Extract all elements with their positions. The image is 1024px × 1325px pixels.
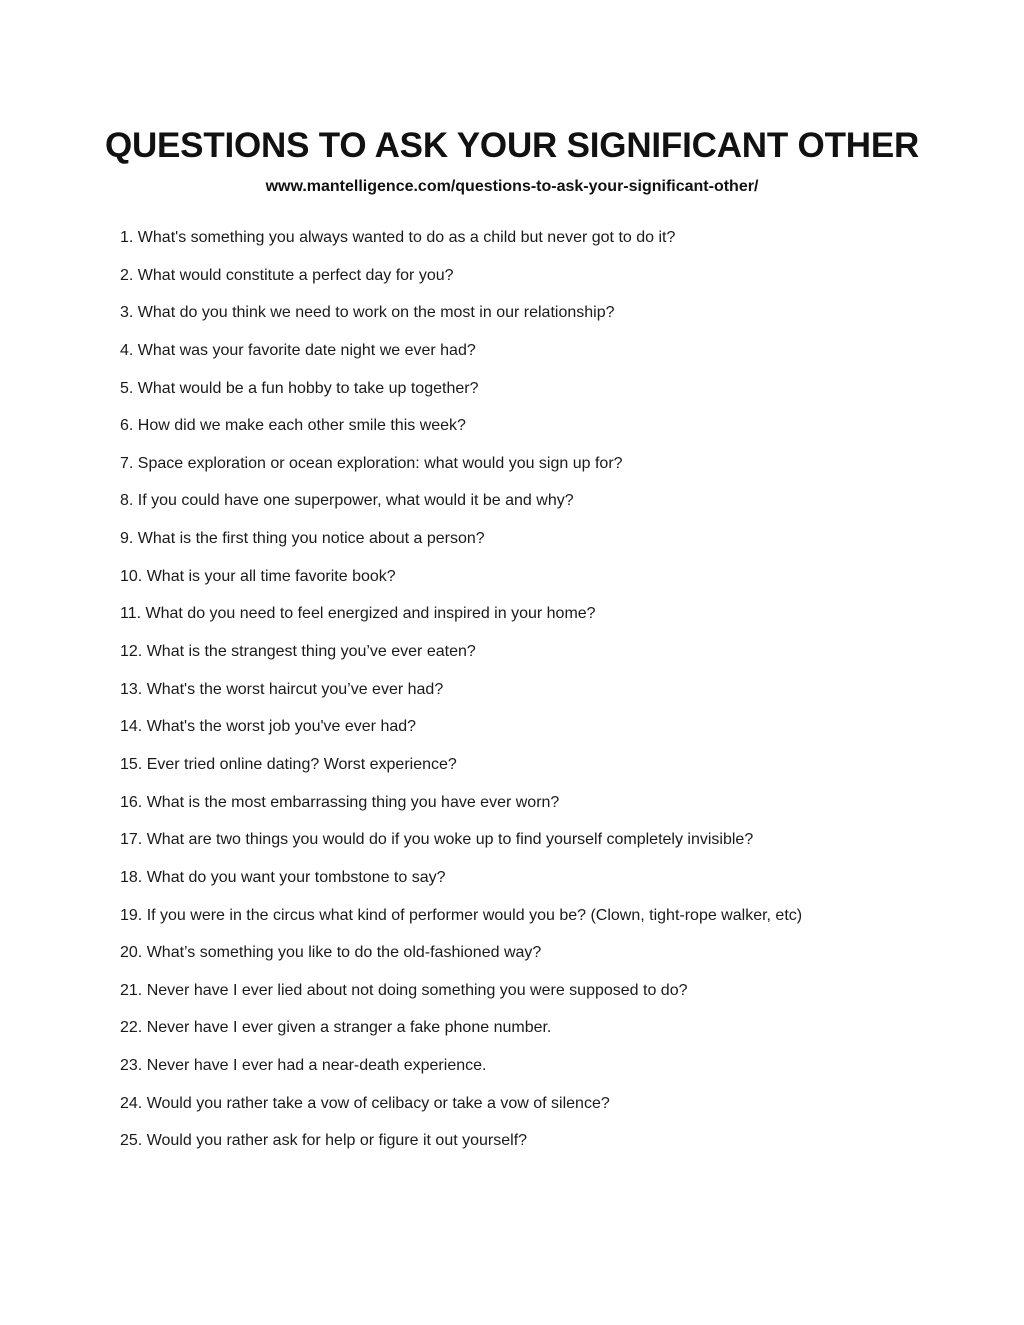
page-title: QUESTIONS TO ASK YOUR SIGNIFICANT OTHER (104, 126, 920, 165)
question-item: 16. What is the most embarrassing thing you have ever worn? (120, 793, 560, 811)
source-url: www.mantelligence.com/questions-to-ask-your-significant-other/ (265, 178, 759, 195)
question-item: 15. Ever tried online dating? Worst experience? (120, 755, 457, 773)
question-item: 21. Never have I ever lied about not doing something you were supposed to do? (120, 981, 688, 999)
question-item: 11. What do you need to feel energized and inspired in your home? (120, 605, 596, 623)
question-item: 20. What’s something you like to do the old-fashioned way? (120, 944, 542, 962)
question-item: 12. What is the strangest thing you’ve ever eaten? (120, 643, 476, 661)
question-item: 1. What's something you always wanted to do as a child but never got to do it? (120, 229, 676, 246)
question-item: 3. What do you think we need to work on the most in our relationship? (120, 304, 615, 322)
question-item: 24. Would you rather take a vow of celibacy or take a vow of silence? (120, 1094, 610, 1112)
question-item: 18. What do you want your tombstone to say? (120, 868, 446, 886)
question-item: 5. What would be a fun hobby to take up together? (120, 379, 479, 397)
question-item: 8. If you could have one superpower, what would it be and why? (120, 492, 574, 510)
question-item: 14. What's the worst job you've ever had? (120, 718, 417, 736)
question-item: 25. Would you rather ask for help or figure it out yourself? (120, 1132, 528, 1150)
question-item: 9. What is the first thing you notice about a person? (120, 530, 485, 548)
question-item: 23. Never have I ever had a near-death experience. (120, 1057, 487, 1075)
question-item: 22. Never have I ever given a stranger a fake phone number. (120, 1019, 552, 1037)
question-item: 4. What was your favorite date night we ever had? (120, 341, 476, 359)
question-item: 2. What would constitute a perfect day for you? (120, 266, 454, 284)
question-item: 13. What's the worst haircut you’ve ever had? (120, 680, 444, 698)
question-item: 19. If you were in the circus what kind of performer would you be? (Clown, tight-rope walker, etc) (120, 906, 803, 924)
question-item: 6. How did we make each other smile this week? (120, 417, 466, 435)
question-item: 17. What are two things you would do if you woke up to find yourself completely invisible? (120, 831, 754, 849)
question-item: 7. Space exploration or ocean exploration: what would you sign up for? (120, 454, 623, 472)
question-item: 10. What is your all time favorite book? (120, 567, 396, 585)
question-list (120, 225, 1000, 1166)
